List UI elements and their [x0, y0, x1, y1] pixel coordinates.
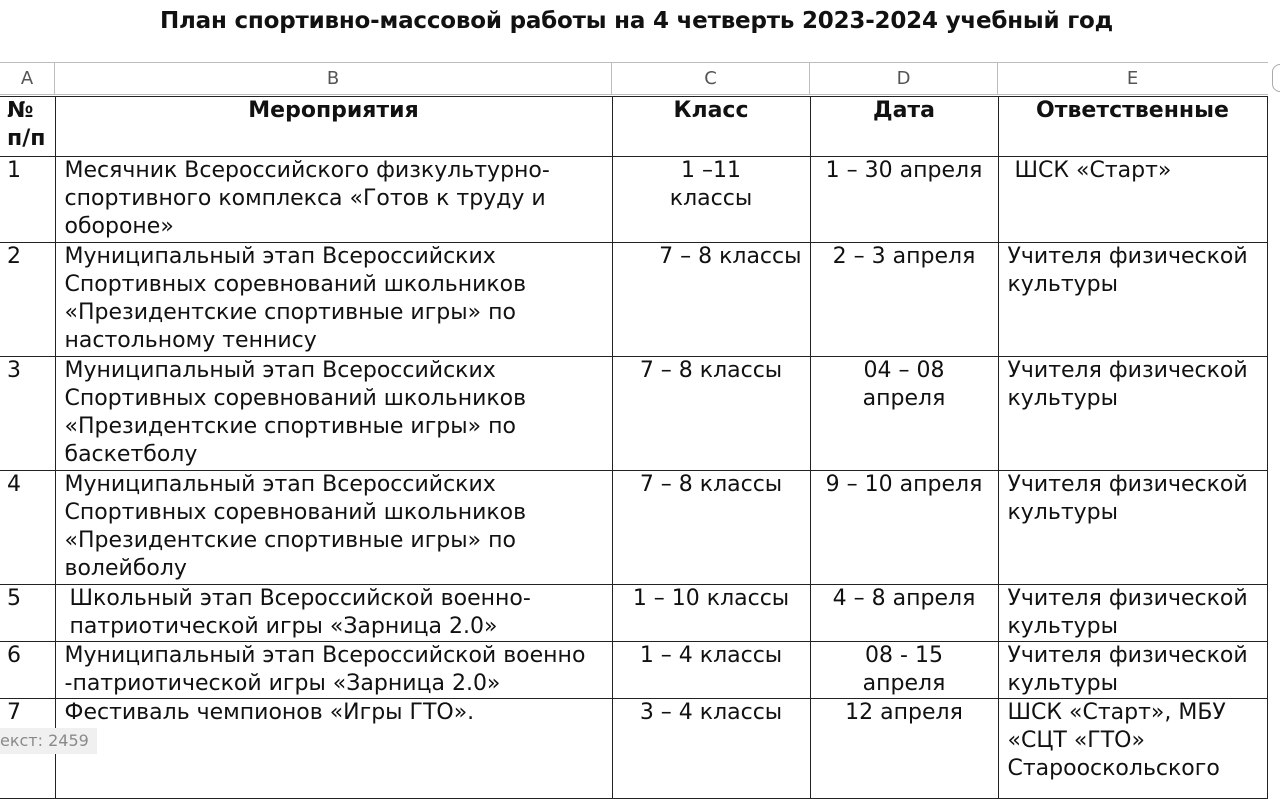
column-header-c[interactable]: C	[612, 63, 810, 94]
cell-date[interactable]: 1 – 30 апреля	[810, 157, 998, 243]
column-header-bar	[0, 62, 1268, 95]
header-event[interactable]: Мероприятия	[55, 97, 612, 157]
table-row	[0, 642, 1267, 699]
cell-event[interactable]: Муниципальный этап Всероссийских Спортивных соревнований школьников «Президентские спортивные игры» по волейболу	[55, 471, 612, 585]
table-row	[0, 699, 1267, 799]
cell-responsible[interactable]: Учителя физической культуры	[998, 471, 1267, 585]
column-header-e[interactable]: E	[1126, 68, 1139, 89]
cell-num[interactable]: 6	[0, 642, 55, 699]
cell-responsible[interactable]: Учителя физической культуры	[998, 642, 1267, 699]
cell-event[interactable]: Школьный этап Всероссийской военно-патриотической игры «Зарница 2.0»	[55, 585, 612, 642]
header-responsible[interactable]: Ответственные	[998, 97, 1267, 157]
cell-class[interactable]: 1 – 4 классы	[612, 642, 810, 699]
cell-class[interactable]: 3 – 4 классы	[612, 699, 810, 799]
cell-responsible[interactable]: ШСК «Старт», МБУ «СЦТ «ГТО» Старооскольского	[998, 699, 1267, 799]
header-date[interactable]: Дата	[810, 97, 998, 157]
cell-num[interactable]: 1	[0, 157, 55, 243]
cell-class[interactable]: 7 – 8 классы	[612, 357, 810, 471]
cell-event[interactable]: Муниципальный этап Всероссийских Спортивных соревнований школьников «Президентские спортивные игры» по баскетболу	[55, 357, 612, 471]
header-num[interactable]: № п/п	[0, 97, 55, 157]
column-header-d[interactable]: D	[810, 63, 998, 94]
cell-date[interactable]: 2 – 3 апреля	[810, 243, 998, 357]
cell-responsible[interactable]: ШСК «Старт»	[998, 157, 1267, 243]
header-class[interactable]: Класс	[612, 97, 810, 157]
cell-event[interactable]: Месячник Всероссийского физкультурно-спортивного комплекса «Готов к труду и обороне»	[55, 157, 612, 243]
column-header-a[interactable]: A	[0, 63, 55, 94]
cell-date[interactable]: 04 – 08 апреля	[810, 357, 998, 471]
table-row	[0, 471, 1267, 585]
cell-class[interactable]: 1 – 10 классы	[612, 585, 810, 642]
table-row	[0, 157, 1267, 243]
cell-num[interactable]: 5	[0, 585, 55, 642]
cell-responsible[interactable]: Учителя физической культуры	[998, 357, 1267, 471]
cell-num[interactable]: 2	[0, 243, 55, 357]
cell-event[interactable]: Фестиваль чемпионов «Игры ГТО».	[55, 699, 612, 799]
cell-event[interactable]: Муниципальный этап Всероссийских Спортивных соревнований школьников «Президентские спортивные игры» по настольному теннису	[55, 243, 612, 357]
column-header-b[interactable]: B	[55, 63, 612, 94]
cell-responsible[interactable]: Учителя физической культуры	[998, 585, 1267, 642]
cell-date[interactable]: 9 – 10 апреля	[810, 471, 998, 585]
cell-class[interactable]: 1 –11 классы	[612, 157, 810, 243]
cell-event[interactable]: Муниципальный этап Всероссийской военно -патриотической игры «Зарница 2.0»	[55, 642, 612, 699]
table-row	[0, 357, 1267, 471]
plan-table	[0, 96, 1268, 799]
cell-date[interactable]: 08 - 15 апреля	[810, 642, 998, 699]
cell-num[interactable]: 7	[0, 699, 55, 799]
cell-responsible[interactable]: Учителя физической культуры	[998, 243, 1267, 357]
table-row	[0, 243, 1267, 357]
scroll-edge-handle[interactable]	[1272, 64, 1280, 92]
table-header-row	[0, 97, 1267, 157]
table-row	[0, 585, 1267, 642]
character-count-status: екст: 2459	[0, 728, 97, 754]
cell-class[interactable]: 7 – 8 классы	[612, 243, 810, 357]
cell-num[interactable]: 4	[0, 471, 55, 585]
page-title: План спортивно-массовой работы на 4 четверть 2023-2024 учебный год	[159, 8, 1114, 34]
cell-date[interactable]: 4 – 8 апреля	[810, 585, 998, 642]
cell-class[interactable]: 7 – 8 классы	[612, 471, 810, 585]
cell-num[interactable]: 3	[0, 357, 55, 471]
cell-date[interactable]: 12 апреля	[810, 699, 998, 799]
